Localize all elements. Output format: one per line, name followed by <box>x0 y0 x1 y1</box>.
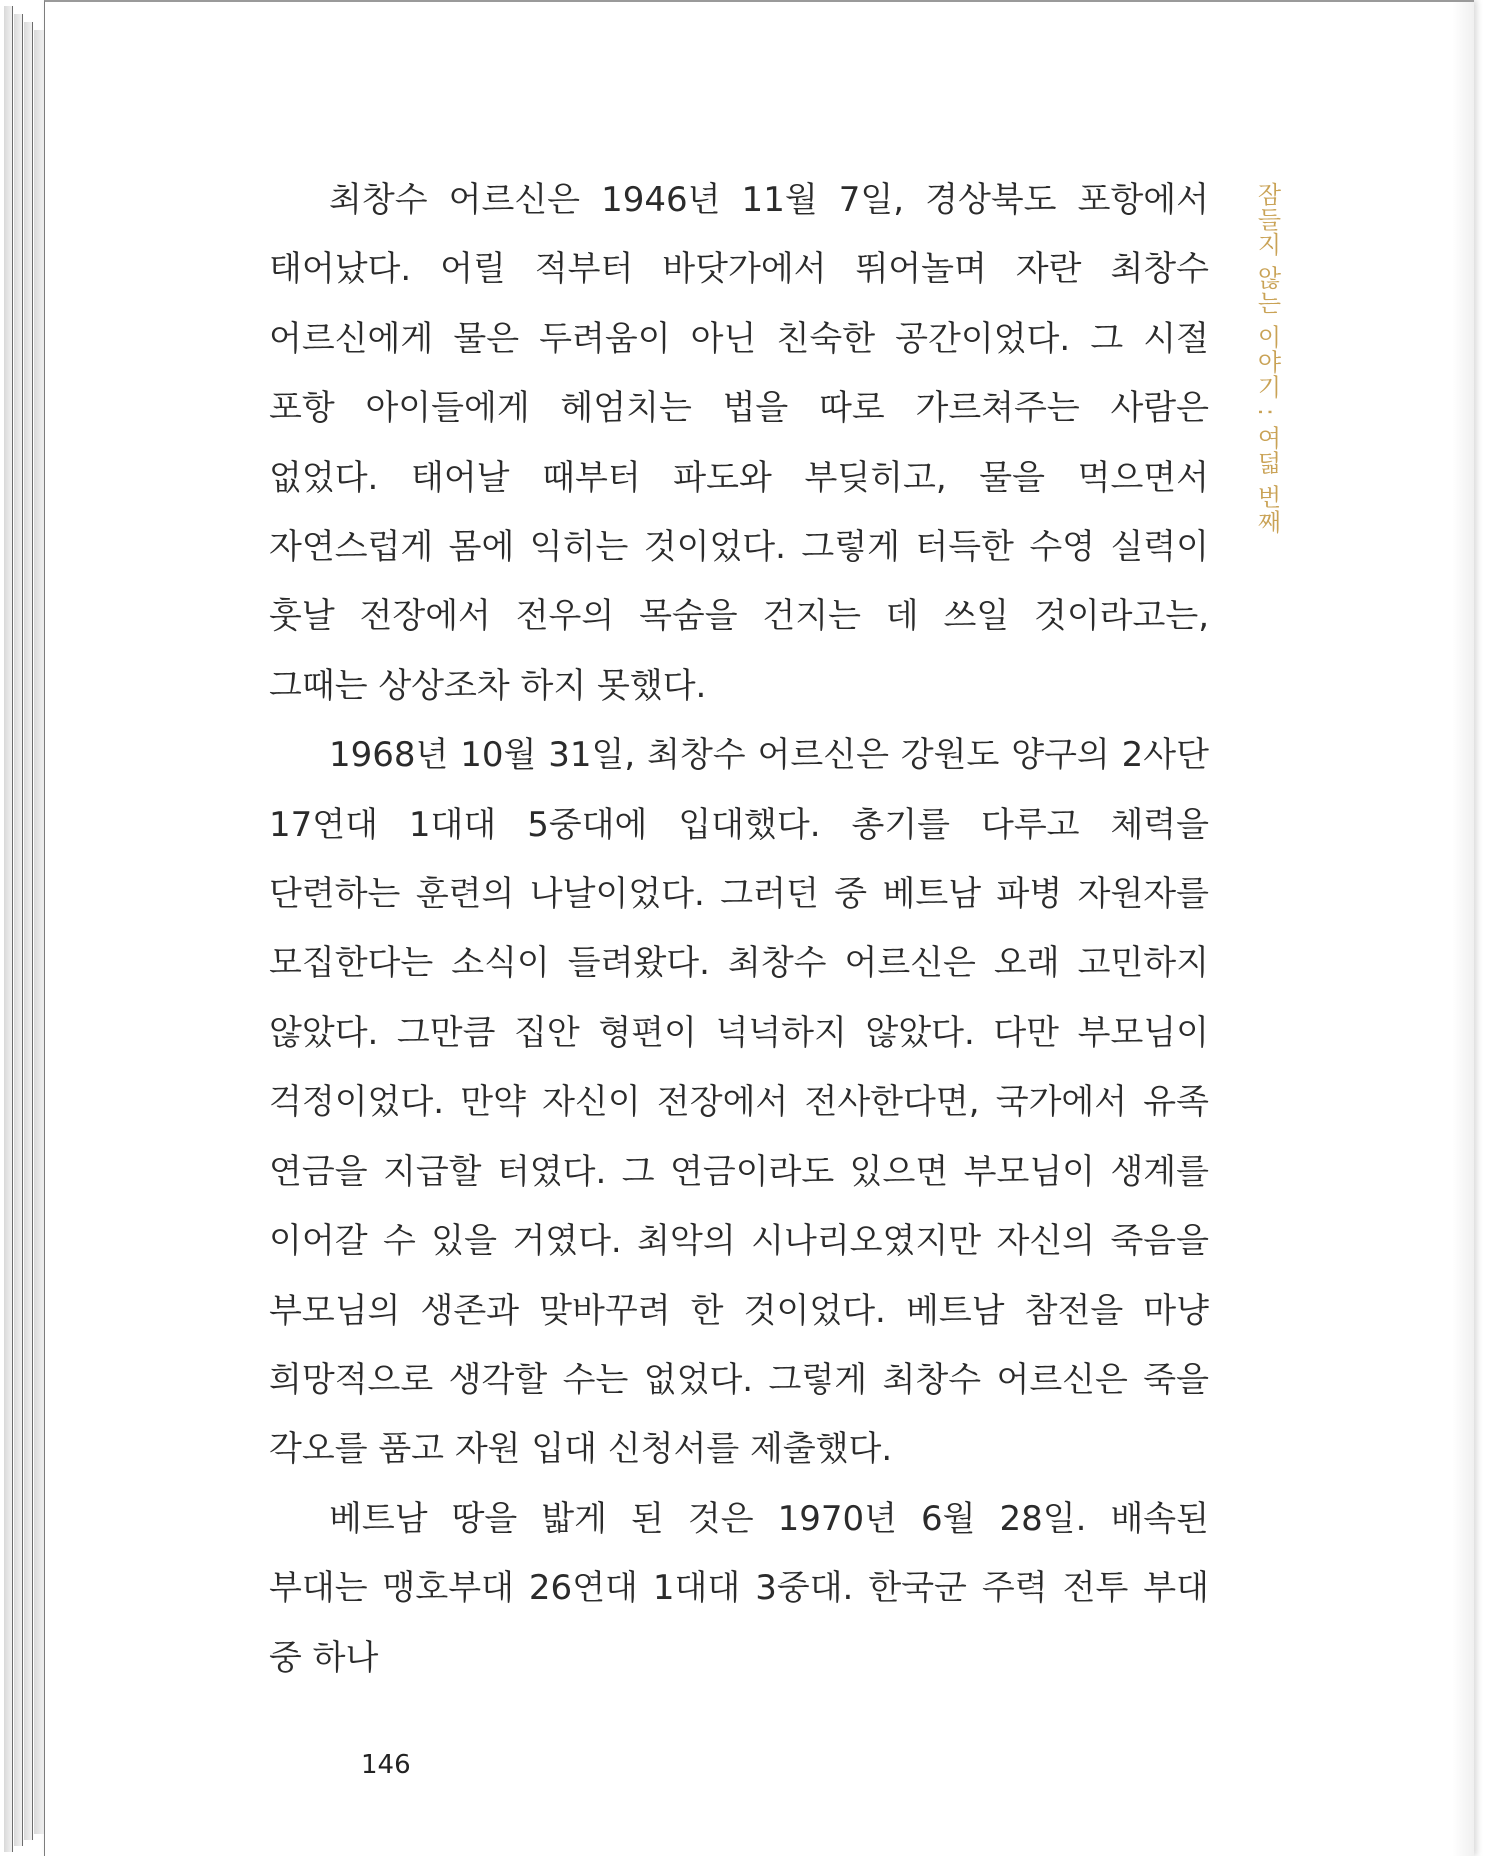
page-edge <box>4 6 13 1852</box>
body-text <box>269 166 1209 1693</box>
paragraph-2: 1968년 10월 31일, 최창수 어르신은 강원도 양구의 2사단 17연대 1대대 5중대에 입대했다. 총기를 다루고 체력을 단련하는 훈련의 나날이었다. 그러던 중 베트남 파병 자원자를 모집한다는 소식이 들려왔다. 최창수 어르신은 오래 고민하지 않았다. 그만큼 집안 형편이 넉넉하지 않았다. 다만 부모님이 걱정이었다. 만약 자신이 전장에서 전사한다면, 국가에서 유족 연금을 지급할 터였다. 그 연금이라도 있으면 부모님이 생계를 이어갈 수 있을 거였다. 최악의 시나리오였지만 자신의 죽음을 부모님의 생존과 맞바꾸려 한 것이었다. 베트남 참전을 마냥 희망적으로 생각할 수는 없었다. 그렇게 최창수 어르신은 죽을 각오를 품고 자원 입대 신청서를 제출했다. <box>269 735 1209 1470</box>
page-number: 146 <box>361 1750 411 1780</box>
page-edge <box>24 22 33 1840</box>
page-edge <box>14 14 23 1846</box>
paragraph-3: 베트남 땅을 밟게 된 것은 1970년 6월 28일. 배속된 부대는 맹호부대 26연대 1대대 3중대. 한국군 주력 전투 부대 중 하나 <box>269 1498 1209 1678</box>
book-page <box>44 0 1474 1856</box>
paragraph-1: 최창수 어르신은 1946년 11월 7일, 경상북도 포항에서 태어났다. 어릴 적부터 바닷가에서 뛰어놀며 자란 최창수 어르신에게 물은 두려움이 아닌 친숙한 공간이었다. 그 시절 포항 아이들에게 헤엄치는 법을 따로 가르쳐주는 사람은 없었다. 태어날 때부터 파도와 부딪히고, 물을 먹으면서 자연스럽게 몸에 익히는 것이었다. 그렇게 터득한 수영 실력이 훗날 전장에서 전우의 목숨을 건지는 데 쓰일 것이라고는, 그때는 상상조차 하지 못했다. <box>269 180 1209 706</box>
running-title: 잠들지 않는 이야기 : 여덟 번째 <box>1253 182 1281 535</box>
